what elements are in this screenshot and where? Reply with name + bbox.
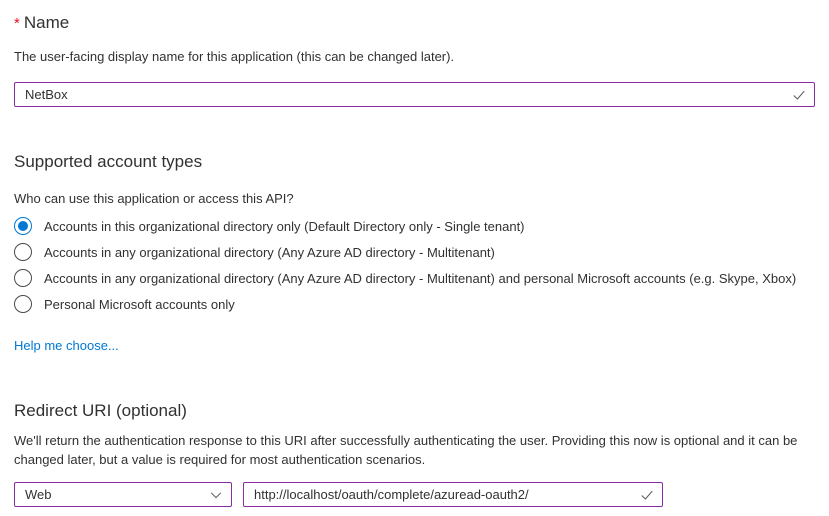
platform-select[interactable] <box>14 482 232 507</box>
name-input[interactable] <box>14 82 815 107</box>
name-section-title <box>14 12 815 35</box>
help-me-choose-link[interactable]: Help me choose... <box>14 338 119 353</box>
redirect-uri-row <box>14 482 815 507</box>
name-description: The user-facing display name for this application (this can be changed later). <box>14 49 455 64</box>
redirect-uri-field-container <box>243 482 663 507</box>
name-title-text: Name <box>23 13 70 32</box>
account-types-title: Supported account types <box>14 152 203 171</box>
radio-button[interactable] <box>14 243 32 261</box>
platform-select-value: Web <box>25 487 52 502</box>
radio-option-label: Accounts in any organizational directory (Any Azure AD directory - Multitenant) and personal Microsoft accounts (e.g. Skype, Xbox) <box>44 270 797 286</box>
radio-option-multitenant[interactable] <box>14 239 815 265</box>
radio-option-label: Personal Microsoft accounts only <box>44 296 235 312</box>
radio-option-label: Accounts in this organizational directory only (Default Directory only - Single tenant) <box>44 218 525 234</box>
radio-button[interactable] <box>14 295 32 313</box>
radio-option-single-tenant[interactable] <box>14 213 815 239</box>
redirect-uri-description: We'll return the authentication response to this URI after successfully authenticating the user. Providing this now is optional and it can be changed later, but a value is required for most authentication scenarios. <box>14 433 798 467</box>
radio-option-multitenant-personal[interactable] <box>14 265 815 291</box>
redirect-uri-title: Redirect URI (optional) <box>14 401 187 420</box>
radio-option-personal-only[interactable] <box>14 291 815 317</box>
account-type-options <box>14 213 815 317</box>
radio-option-label: Accounts in any organizational directory (Any Azure AD directory - Multitenant) <box>44 244 495 260</box>
radio-button[interactable] <box>14 217 32 235</box>
radio-button[interactable] <box>14 269 32 287</box>
required-asterisk: * <box>14 15 20 32</box>
name-field-container <box>14 82 815 107</box>
chevron-down-icon <box>209 488 223 502</box>
account-types-question: Who can use this application or access this API? <box>14 191 294 206</box>
redirect-uri-input[interactable] <box>243 482 663 507</box>
